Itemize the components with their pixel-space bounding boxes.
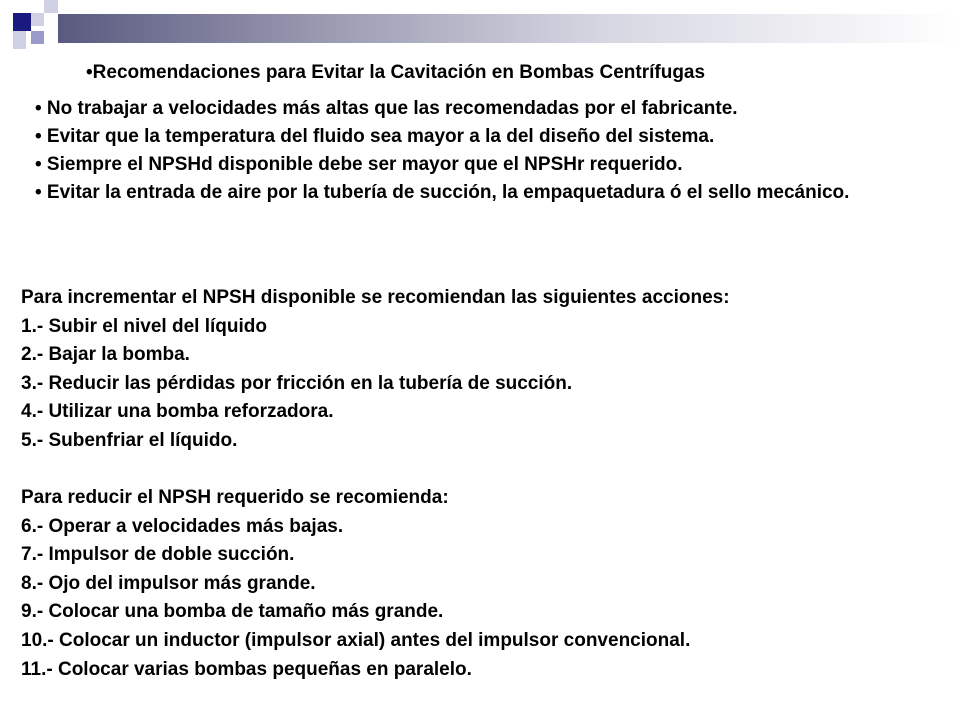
list-item: 5.- Subenfriar el líquido. (21, 429, 238, 451)
bullet-item: • Evitar la entrada de aire por la tubería de succión, la empaquetadura ó el sello mecánico. (35, 182, 850, 203)
bullet-item: • Evitar que la temperatura del fluido sea mayor a la del diseño del sistema. (35, 126, 715, 147)
recommendation-bullets (35, 95, 901, 207)
reduce-npsh-section (21, 484, 921, 684)
bullet-item: • No trabajar a velocidades más altas que las recomendadas por el fabricante. (35, 98, 738, 119)
list-item: 3.- Reducir las pérdidas por fricción en la tubería de succión. (21, 372, 573, 394)
decor-square-mid (31, 31, 44, 44)
header-gradient-bar (58, 14, 960, 43)
increase-heading: Para incrementar el NPSH disponible se recomiendan las siguientes acciones: (21, 287, 730, 308)
list-item: 6.- Operar a velocidades más bajas. (21, 515, 344, 537)
list-item: 1.- Subir el nivel del líquido (21, 315, 267, 337)
list-item: 4.- Utilizar una bomba reforzadora. (21, 401, 334, 423)
decor-square-light-3 (44, 0, 58, 13)
decor-square-light (31, 13, 44, 26)
list-item: 2.- Bajar la bomba. (21, 344, 190, 366)
list-item: 9.- Colocar una bomba de tamaño más grande. (21, 601, 444, 623)
decor-square-light-2 (13, 31, 26, 49)
bullet-item: • Siempre el NPSHd disponible debe ser mayor que el NPSHr requerido. (35, 154, 683, 175)
slide-title: •Recomendaciones para Evitar la Cavitación en Bombas Centrífugas (86, 62, 706, 83)
reduce-heading: Para reducir el NPSH requerido se recomienda: (21, 487, 449, 508)
list-item: 7.- Impulsor de doble succión. (21, 544, 295, 566)
list-item: 8.- Ojo del impulsor más grande. (21, 572, 316, 594)
list-item: 10.- Colocar un inductor (impulsor axial) antes del impulsor convencional. (21, 629, 691, 651)
decor-square-dark (13, 13, 31, 31)
list-item: 11.- Colocar varias bombas pequeñas en paralelo. (21, 658, 472, 680)
increase-npsh-section (21, 284, 921, 456)
